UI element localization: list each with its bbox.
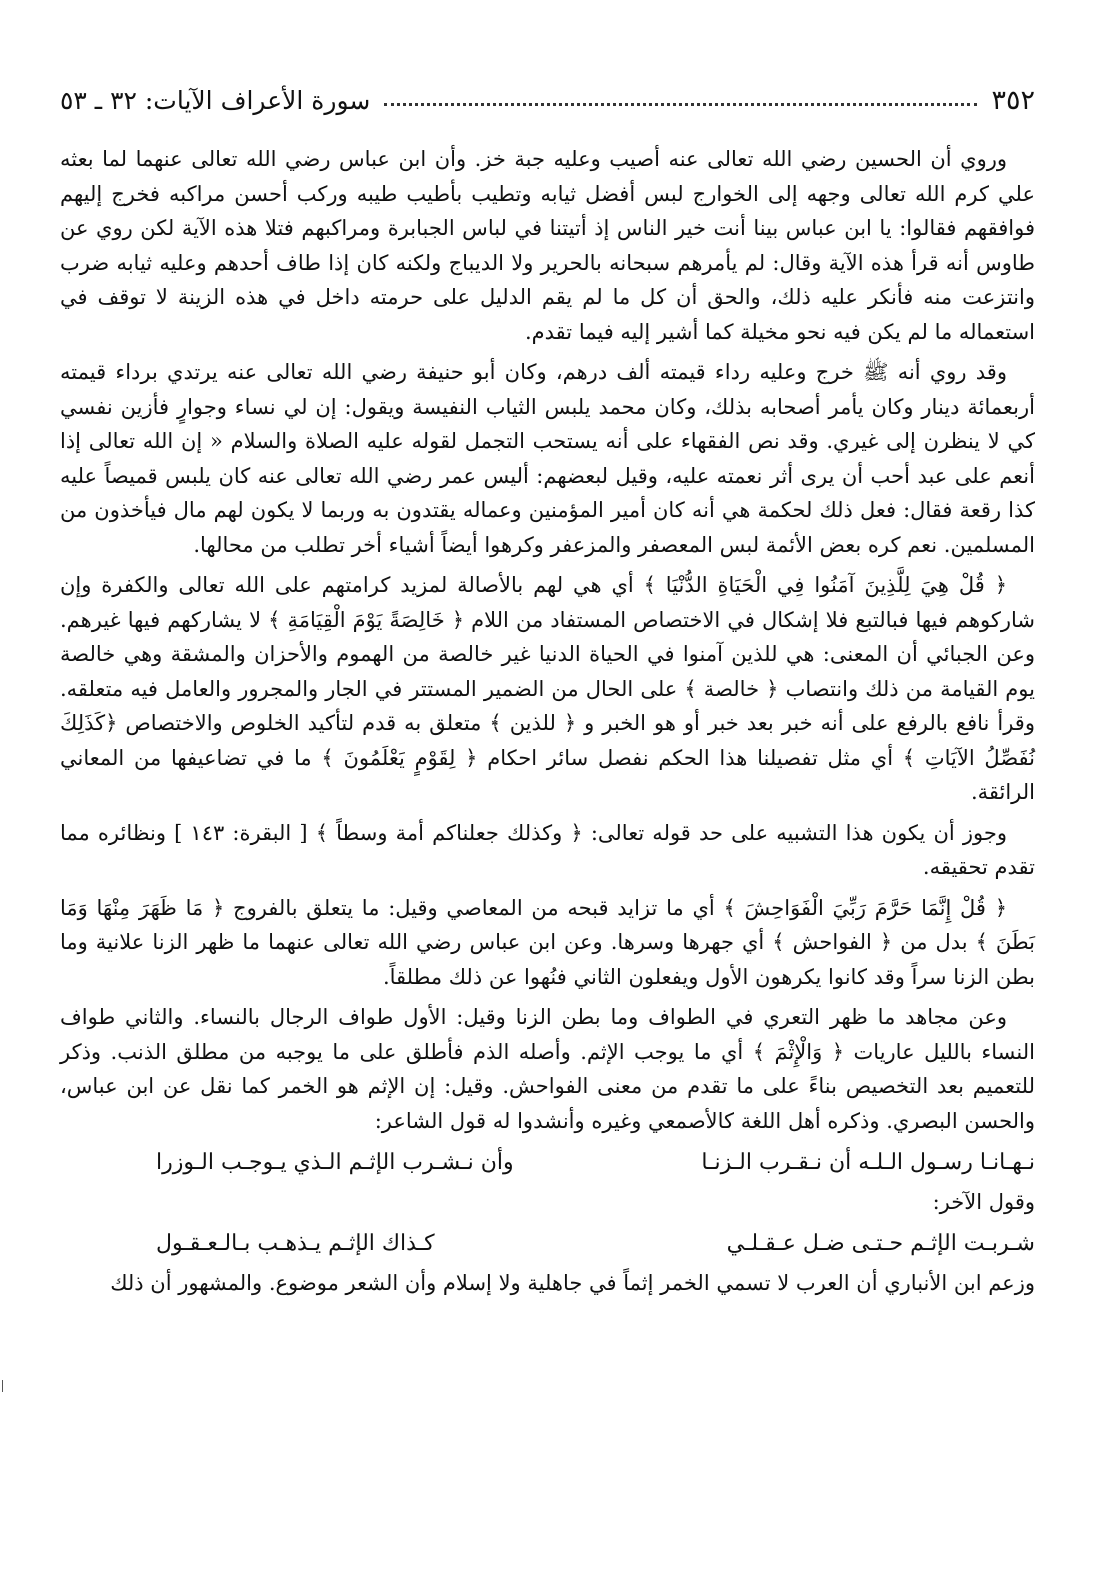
poem-verse-2: [60, 1227, 1035, 1262]
paragraph-3: ﴿ قُلْ هِيَ لِلَّذِينَ آمَنُوا فِي الْحَيَاةِ الدُّنْيَا ﴾ أي هي لهم بالأصالة لمزيد كرامتهم على الله تعالى والكفرة وإن شاركوهم فيها فبالتبع فلا إشكال في الاختصاص المستفاد من اللام ﴿ خَالِصَةً يَوْمَ الْقِيَامَةِ ﴾ لا يشاركهم فيها غيرهم. وعن الجبائي أن المعنى: هي للذين آمنوا في الحياة الدنيا غير خالصة من الهموم والأحزان والمشقة وهي خالصة يوم القيامة من ذلك وانتصاب ﴿ خالصة ﴾ على الحال من الضمير المستتر في الجار والمجرور والعامل فيه متعلقه. وقرأ نافع بالرفع على أنه خبر بعد خبر أو هو الخبر و ﴿ للذين ﴾ متعلق به قدم لتأكيد الخلوص والاختصاص ﴿كَذَلِكَ نُفَصِّلُ الآيَاتِ ﴾ أي مثل تفصيلنا هذا الحكم نفصل سائر احكام ﴿ لِقَوْمٍ يَعْلَمُونَ ﴾ ما في تضاعيفها من المعاني الرائقة.: [60, 573, 1036, 804]
running-header: [60, 80, 1035, 120]
verse-1-second-hemistich: وأن نـشـرب الإثـم الـذي يـوجـب الـوزرا: [156, 1150, 514, 1175]
verse-2-first-hemistich: شـربـت الإثـم حـتـى ضـل عـقـلـي: [726, 1231, 1035, 1256]
paragraph-4: وجوز أن يكون هذا التشبيه على حد قوله تعالى: ﴿ وكذلك جعلناكم أمة وسطاً ﴾ [ البقرة: ١٤٣ ] ونظائره مما تقدم تحقيقه.: [60, 820, 1035, 879]
verse-2-second-hemistich: كـذاك الإثـم يـذهـب بـالـعـقـول: [156, 1231, 435, 1256]
poem-verse-1: [60, 1146, 1035, 1181]
paragraph-5: ﴿ قُلْ إِنَّمَا حَرَّمَ رَبِّيَ الْفَوَاحِشَ ﴾ أي ما تزايد قبحه من المعاصي وقيل: ما يتعلق بالفروج ﴿ مَا ظَهَرَ مِنْهَا وَمَا بَطَنَ ﴾ بدل من ﴿ الفواحش ﴾ أي جهرها وسرها. وعن ابن عباس رضي الله تعالى عنهما ما ظهر الزنا علانية وما بطن الزنا سراً وقد كانوا يكرهون الأول ويفعلون الثاني فنُهوا عن ذلك مطلقاً.: [60, 895, 1035, 989]
verse-1-first-hemistich: نـهـانـا رسـول الـلـه أن نـقـرب الـزنـا: [701, 1150, 1035, 1175]
verse-label: وقول الآخر:: [932, 1189, 1035, 1214]
paragraph-6: وعن مجاهد ما ظهر التعري في الطواف وما بطن الزنا وقيل: الأول طواف الرجال بالنساء. والثاني طواف النساء بالليل عاريات ﴿ وَالْإِثْمَ ﴾ أي ما يوجب الإثم. وأصله الذم فأطلق على ما يوجبه من مطلق الذنب. وذكر للتعميم بعد التخصيص بناءً على ما تقدم من معنى الفواحش. وقيل: إن الإثم هو الخمر كما نقل عن ابن عباس، والحسن البصري. وذكره أهل اللغة كالأصمعي وغيره وأنشدوا له قول الشاعر:: [60, 1005, 1035, 1133]
header-dotted-leader: [384, 103, 977, 106]
chapter-title: سورة الأعراف الآيات: ٣٢ ـ ٥٣: [60, 85, 371, 115]
paragraph-1: وروي أن الحسين رضي الله تعالى عنه أصيب وعليه جبة خز. وأن ابن عباس رضي الله تعالى عنهما لما بعثه علي كرم الله تعالى وجهه إلى الخوارج لبس أفضل ثيابه وتطيب بأطيب طيبه وركب أحسن مراكبه فخرج إليهم فوافقهم فقالوا: يا ابن عباس بينا أنت خير الناس إذ أتيتنا في لباس الجبابرة ومراكبهم فتلا هذه الآية لكن روي عن طاوس أنه قرأ هذه الآية وقال: لم يأمرهم سبحانه بالحرير ولا الديباج ولكنه كان إذا طاف أحدهم وعليه ثيابه ضرب وانتزعت منه فأنكر عليه ذلك، والحق أن كل ما لم يقم الدليل على حرمته داخل في هذه الزينة لا توقف في استعماله ما لم يكن فيه نحو مخيلة كما أشير إليه فيما تقدم.: [60, 147, 1035, 344]
margin-scan-mark: [2, 1380, 6, 1392]
paragraph-2: وقد روي أنه ﷺ خرج وعليه رداء قيمته ألف درهم، وكان أبو حنيفة رضي الله تعالى عنه يرتدي برداء قيمته أربعمائة دينار وكان يأمر أصحابه بذلك، وكان محمد يلبس الثياب النفيسة ويقول: إن لي نساء وجوارٍ فأزين نفسي كي لا ينظرن إلى غيري. وقد نص الفقهاء على أنه يستحب التجمل لقوله عليه الصلاة والسلام « إن الله تعالى إذا أنعم على عبد أحب أن يرى أثر نعمته عليه، وقيل لبعضهم: أليس عمر رضي الله تعالى عنه كان يلبس قميصاً عليه كذا رقعة فقال: فعل ذلك لحكمة هي أنه كان أمير المؤمنين وعماله يقتدون به وربما لا يكون لهم مال فيأخذون من المسلمين. نعم كره بعض الأئمة لبس المعصفر والمزعفر وكرهوا أيضاً أشياء أخر تطلب من محالها.: [60, 360, 1035, 557]
closing-paragraph: وزعم ابن الأنباري أن العرب لا تسمي الخمر إثماً في جاهلية ولا إسلام وأن الشعر موضوع. والمشهور أن ذلك: [110, 1270, 1035, 1295]
page-number: ٣٥٢: [991, 84, 1035, 116]
page-body: [60, 142, 1035, 1300]
